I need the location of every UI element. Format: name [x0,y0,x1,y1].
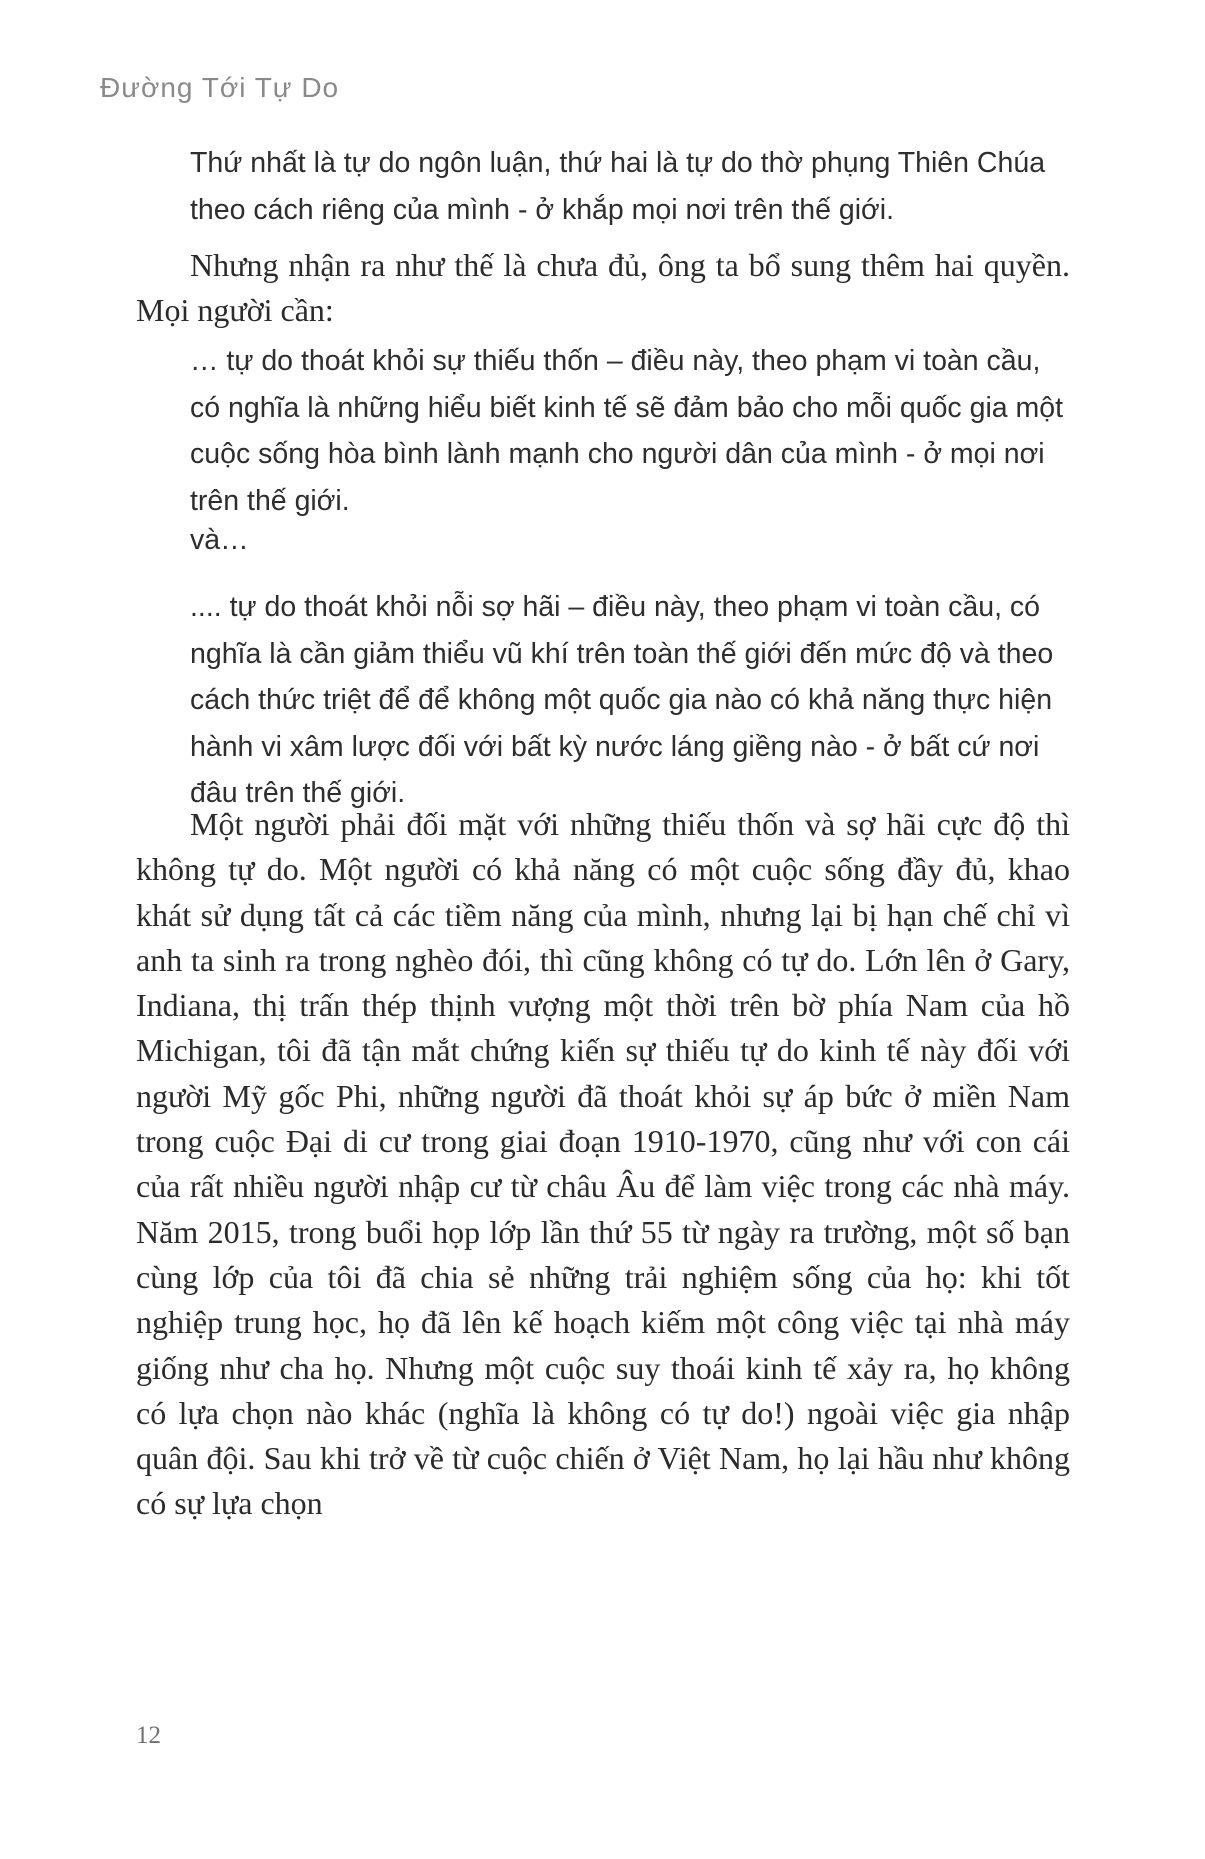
body-paragraph: Một người phải đối mặt với những thiếu thốn và sợ hãi cực độ thì không tự do. Một người có khả năng có một cuộc sống đầy đủ, khao khát sử dụng tất cả các tiềm năng của mình, nhưng lại bị hạn chế chỉ vì anh ta sinh ra trong nghèo đói, thì cũng không có tự do. Lớn lên ở Gary, Indiana, thị trấn thép thịnh vượng một thời trên bờ phía Nam của hồ Michigan, tôi đã tận mắt chứng kiến sự thiếu tự do kinh tế này đối với người Mỹ gốc Phi, những người đã thoát khỏi sự áp bức ở miền Nam trong cuộc Đại di cư trong giai đoạn 1910-1970, cũng như với con cái của rất nhiều người nhập cư từ châu Âu để làm việc trong các nhà máy. Năm 2015, trong buổi họp lớp lần thứ 55 từ ngày ra trường, một số bạn cùng lớp của tôi đã chia sẻ những trải nghiệm sống của họ: khi tốt nghiệp trung học, họ đã lên kế hoạch kiếm một công việc tại nhà máy giống như cha họ. Nhưng một cuộc suy thoái kinh tế xảy ra, họ không có lựa chọn nào khác (nghĩa là không có tự do!) ngoài việc gia nhập quân đội. Sau khi trở về từ cuộc chiến ở Việt Nam, họ lại hầu như không có sự lựa chọn [136,806,1070,1522]
page-number: 12 [136,1722,161,1749]
body-paragraph: Nhưng nhận ra như thế là chưa đủ, ông ta bổ sung thêm hai quyền. Mọi người cần: [136,247,1070,329]
block-quote: … tự do thoát khỏi sự thiếu thốn – điều này, theo phạm vi toàn cầu, có nghĩa là những hiểu biết kinh tế sẽ đảm bảo cho mỗi quốc gia một cuộc sống hòa bình lành mạnh cho người dân của mình - ở mọi nơi trên thế giới. [190,345,1064,517]
quote-connector: và… [190,524,249,556]
block-quote: .... tự do thoát khỏi nỗi sợ hãi – điều này, theo phạm vi toàn cầu, có nghĩa là cần giảm thiểu vũ khí trên toàn thế giới đến mức độ và theo cách thức triệt để để không một quốc gia nào có khả năng thực hiện hành vi xâm lược đối với bất kỳ nước láng giềng nào - ở bất cứ nơi đâu trên thế giới. [190,591,1054,809]
running-head: Đường Tới Tự Do [100,72,340,103]
block-quote: Thứ nhất là tự do ngôn luận, thứ hai là tự do thờ phụng Thiên Chúa theo cách riêng của mình - ở khắp mọi nơi trên thế giới. [190,147,1046,226]
